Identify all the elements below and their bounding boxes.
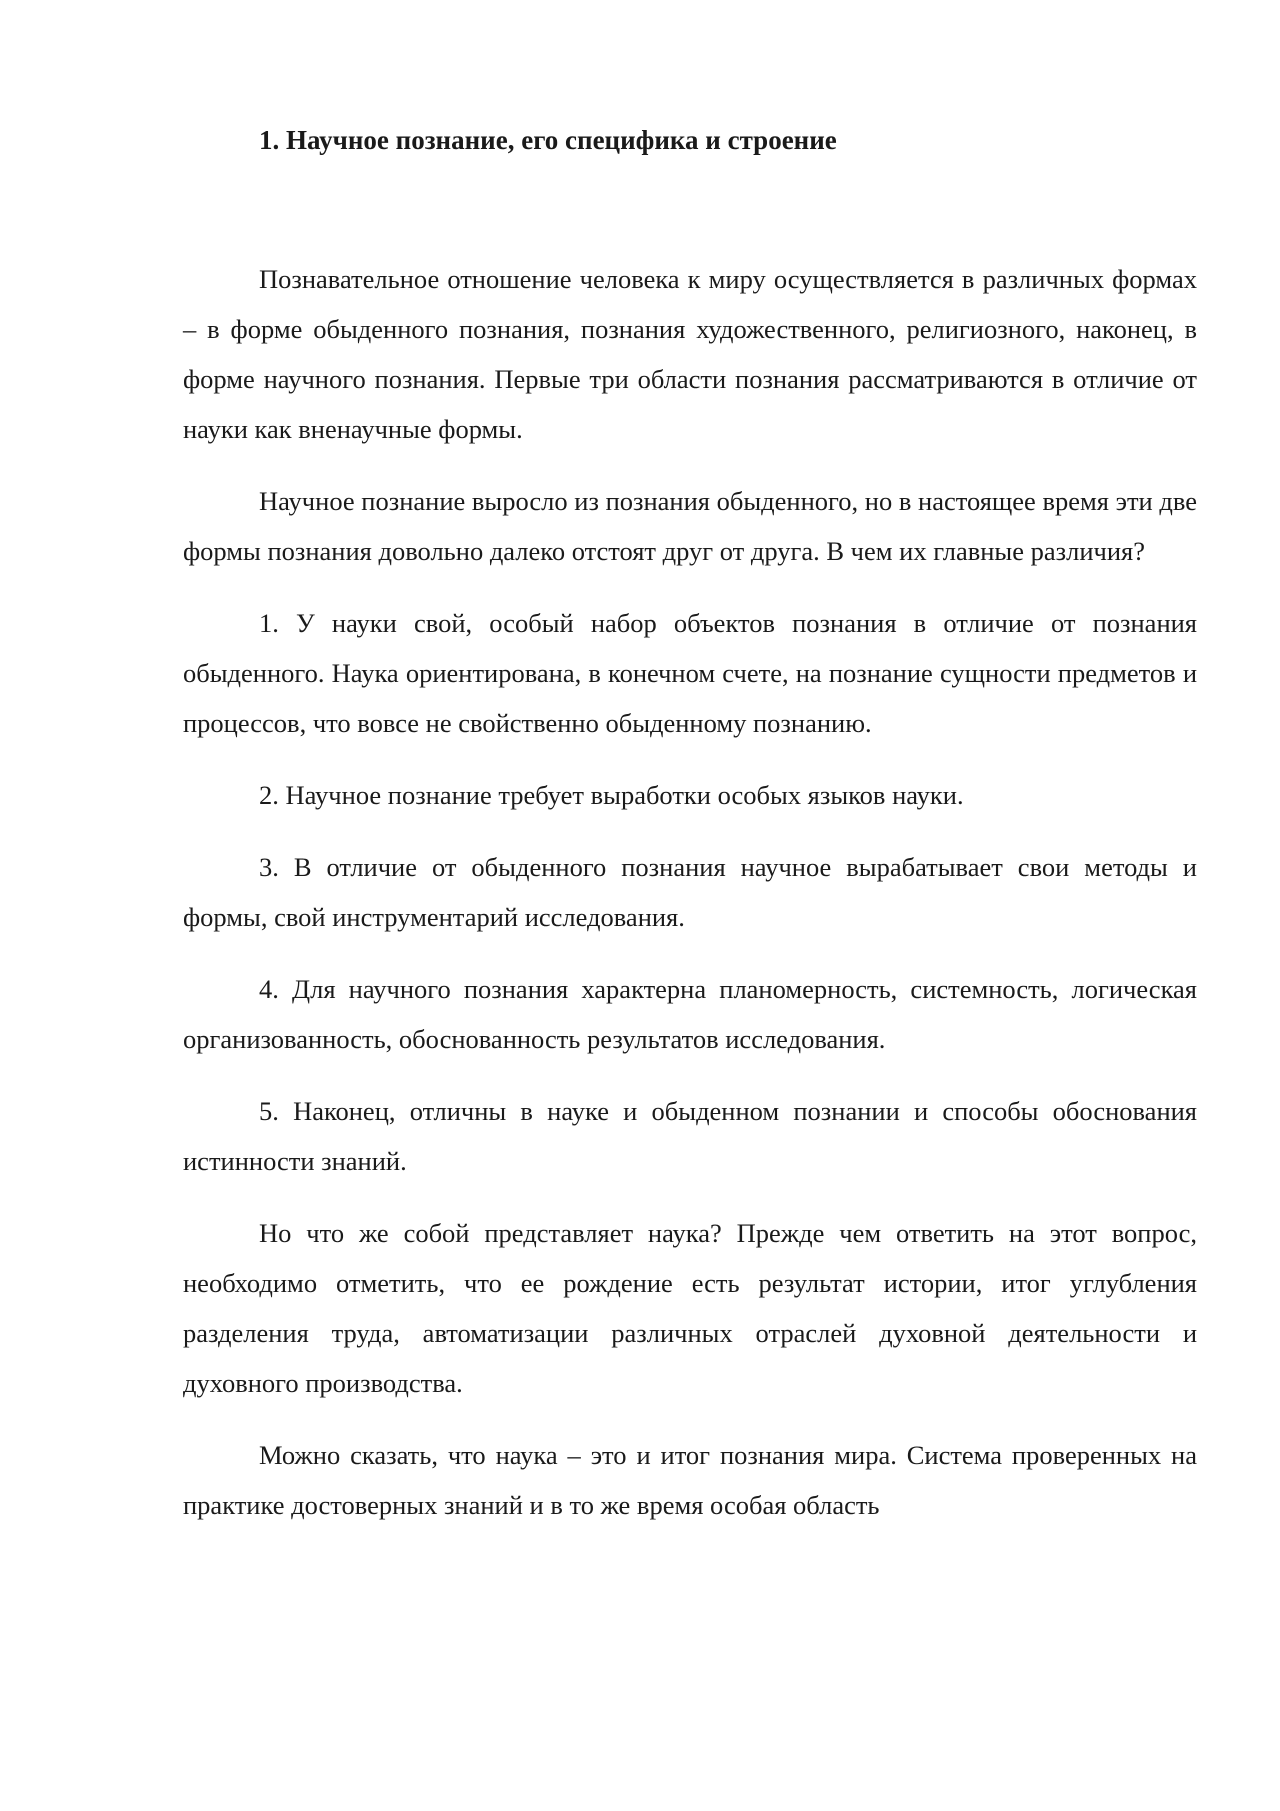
paragraph-what-is-science: Но что же собой представляет наука? Прежде чем ответить на этот вопрос, необходимо отметить, что ее рождение есть результат истории, итог углубления разделения труда, автоматизации различных отраслей духовной деятельности и духовного производства. [183, 1218, 1197, 1398]
paragraph-science-result: Можно сказать, что наука – это и итог познания мира. Система проверенных на практике достоверных знаний и в то же время особая область [183, 1440, 1197, 1520]
paragraph-origin: Научное познание выросло из познания обыденного, но в настоящее время эти две формы познания довольно далеко отстоят друг от друга. В чем их главные различия? [183, 486, 1197, 566]
document-body [183, 118, 1197, 1552]
paragraph-difference-3: 3. В отличие от обыденного познания научное вырабатывает свои методы и формы, свой инструментарий исследования. [183, 852, 1197, 932]
section-heading: 1. Научное познание, его специфика и строение [259, 125, 837, 155]
paragraph-difference-1: 1. У науки свой, особый набор объектов познания в отличие от познания обыденного. Наука ориентирована, в конечном счете, на познание сущности предметов и процессов, что вовсе не свойственно обыденному познанию. [183, 608, 1197, 738]
paragraph-difference-2: 2. Научное познание требует выработки особых языков науки. [259, 780, 964, 810]
paragraph-difference-5: 5. Наконец, отличны в науке и обыденном познании и способы обоснования истинности знаний. [183, 1096, 1197, 1176]
paragraph-difference-4: 4. Для научного познания характерна планомерность, системность, логическая организованность, обоснованность результатов исследования. [183, 974, 1197, 1054]
paragraph-intro: Познавательное отношение человека к миру осуществляется в различных формах – в форме обыденного познания, познания художественного, религиозного, наконец, в форме научного познания. Первые три области познания рассматриваются в отличие от науки как вненаучные формы. [183, 264, 1197, 444]
paragraph-list [183, 254, 1197, 1530]
